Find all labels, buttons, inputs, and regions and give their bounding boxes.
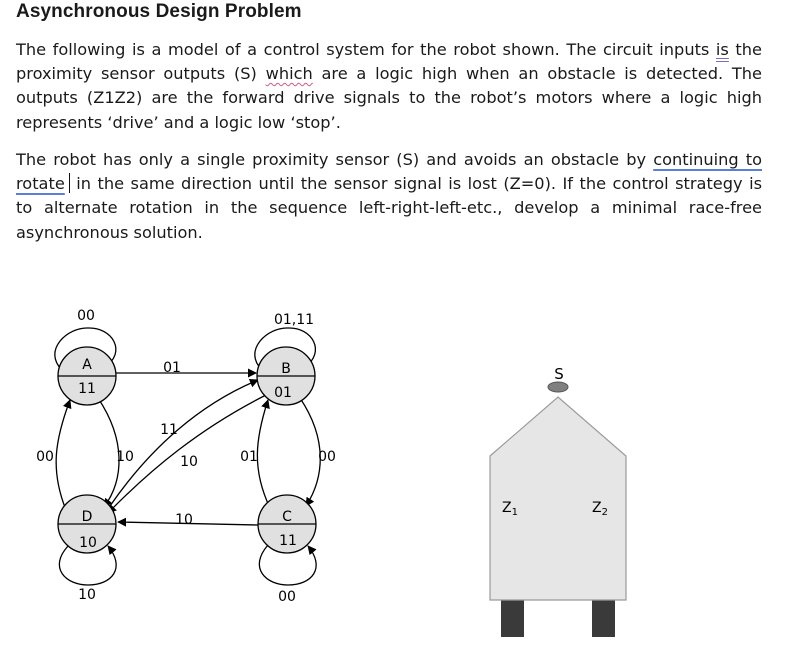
state-c-name: C	[282, 509, 292, 525]
edge-a-to-d-label: 10	[116, 449, 134, 465]
self-loop-b-label: 01,11	[273, 312, 315, 328]
self-loop-d-label: 10	[78, 587, 96, 603]
motor-label-z1-main: Z	[502, 500, 512, 516]
grammar-flag-continuing[interactable]: continuing to rotate	[16, 150, 763, 194]
edge-b-to-c-label: 00	[318, 449, 336, 465]
edge-d-to-a-label: 00	[36, 449, 54, 465]
edge-c-to-b	[257, 400, 270, 508]
edge-d-to-b-label: 11	[160, 422, 178, 438]
edge-c-to-d-label: 10	[175, 512, 193, 528]
state-node-c	[258, 495, 316, 553]
paragraph-1-text-a: The following is a model of a control system for the robot shown. The circuit inputs	[16, 40, 716, 59]
grammar-flag-which[interactable]: which	[265, 64, 313, 84]
paragraph-2-text-c: in the same direction until the sensor signal is lost (Z=0). If the control strategy is to alternate rotation in the sequence left-right-left-etc., develop a minimal race-free asynchronous solution.	[16, 174, 762, 242]
state-b-name: B	[281, 361, 291, 377]
paragraph-2-text-a: The robot has only a single proximity sensor (S) and avoids an obstacle by	[16, 150, 654, 169]
state-node-d	[58, 495, 116, 553]
robot-body	[490, 397, 626, 600]
edge-c-to-b-label: 01	[240, 449, 258, 465]
edge-d-to-b	[110, 380, 258, 506]
document-title: Asynchronous Design Problem	[16, 1, 302, 22]
self-loop-c-label: 00	[278, 589, 296, 605]
motor-label-z2-main: Z	[592, 500, 602, 516]
self-loop-a-label: 00	[77, 308, 95, 324]
motor-label-z1-sub: 1	[511, 507, 518, 518]
state-b-output: 01	[274, 385, 292, 401]
state-a-output: 11	[78, 381, 96, 397]
proximity-sensor	[548, 382, 568, 392]
edge-b-to-d-label: 10	[180, 454, 198, 470]
motor-label-z2-sub: 2	[601, 507, 608, 518]
robot-figure	[490, 365, 626, 637]
sensor-label: S	[554, 365, 564, 383]
state-a-name: A	[82, 357, 92, 373]
state-node-b	[257, 347, 315, 405]
paragraph-1-text-c: are a logic high when an obstacle is detected. The outputs (Z1Z2) are the forward drive signals to the robot’s motors where a logic high represents ‘drive’ and a logic low ‘stop’.	[16, 64, 762, 132]
state-c-output: 11	[279, 533, 297, 549]
edge-d-to-a	[56, 400, 70, 510]
grammar-flag-is[interactable]: is	[715, 40, 729, 59]
state-node-a	[58, 347, 116, 405]
state-d-output: 10	[79, 535, 97, 551]
paragraph-1-text-b: the proximity sensor outputs (S)	[16, 40, 762, 84]
state-d-name: D	[81, 509, 93, 525]
edge-a-to-b-label: 01	[163, 360, 181, 376]
